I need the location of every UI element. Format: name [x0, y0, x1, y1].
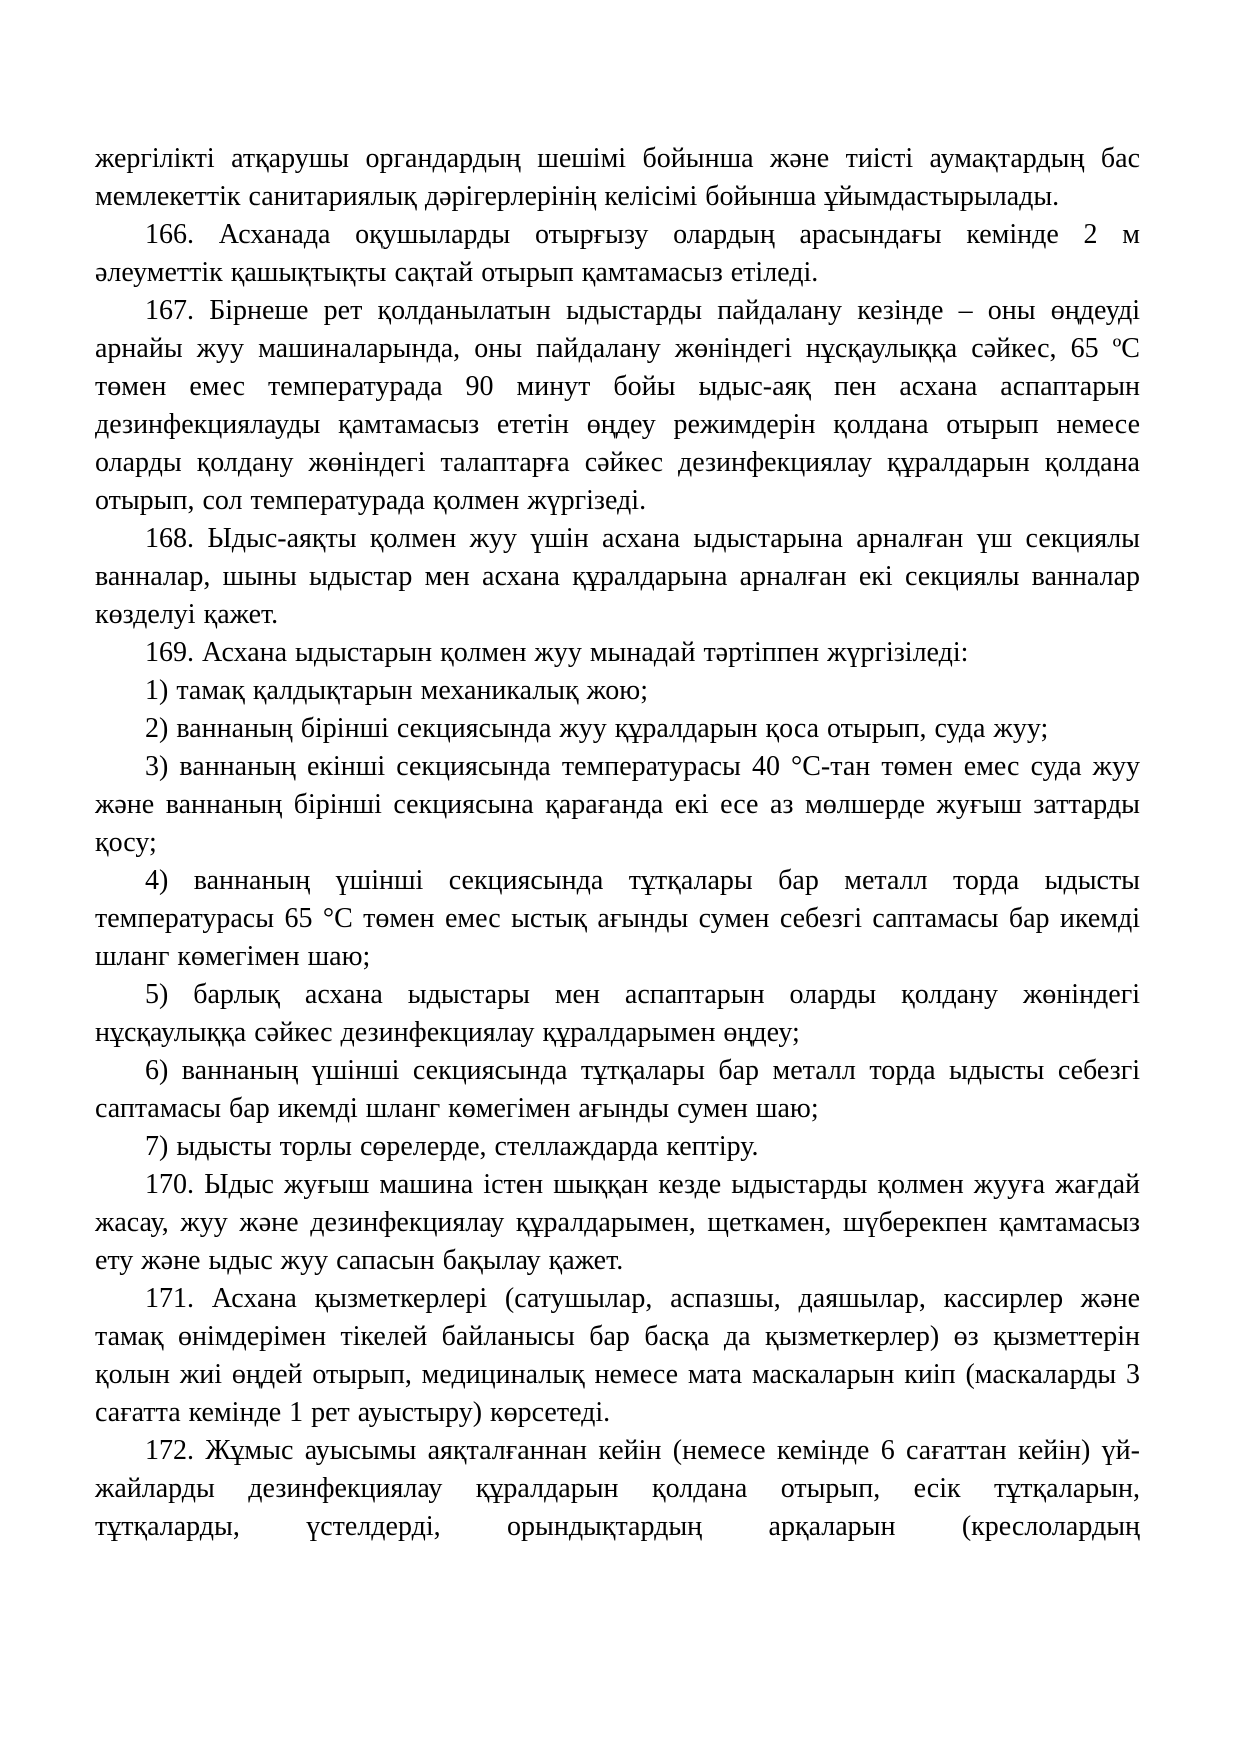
- paragraph-171: 171. Асхана қызметкерлері (сатушылар, аспазшы, даяшылар, кассирлер және тамақ өнімдерімен тікелей байланысы бар басқа да қызметкерлер) өз қызметтерін қолын жиі өңдей отырып, медициналық немесе мата маскаларын киіп (маскаларды 3 сағатта кемінде 1 рет ауыстыру) көрсетеді.: [95, 1283, 1140, 1428]
- list-item-6: 6) ваннаның үшінші секциясында тұтқалары бар металл торда ыдысты себезгі саптамасы бар икемді шланг көмегімен ағынды сумен шаю;: [95, 1055, 1140, 1124]
- list-item-7: 7) ыдысты торлы сөрелерде, стеллаждарда кептіру.: [145, 1131, 759, 1162]
- paragraph-169: 169. Асхана ыдыстарын қолмен жуу мынадай тәртіппен жүргізіледі:: [145, 637, 969, 668]
- paragraph-170: 170. Ыдыс жуғыш машина істен шыққан кезде ыдыстарды қолмен жууға жағдай жасау, жуу және дезинфекциялау құралдарымен, щеткамен, шүберекпен қамтамасыз ету және ыдыс жуу сапасын бақылау қажет.: [95, 1169, 1140, 1276]
- paragraph-167: 167. Бірнеше рет қолданылатын ыдыстарды пайдалану кезінде – оны өңдеуді арнайы жуу машиналарында, оны пайдалану жөніндегі нұсқаулыққа сәйкес, 65 ºС төмен емес температурада 90 минут бойы ыдыс-аяқ пен асхана аспаптарын дезинфекциялауды қамтамасыз ететін өңдеу режимдерін қолдана отырып немесе оларды қолдану жөніндегі талаптарға сәйкес дезинфекциялау құралдарын қолдана отырып, сол температурада қолмен жүргізеді.: [95, 295, 1140, 516]
- list-item-4: 4) ваннаның үшінші секциясында тұтқалары бар металл торда ыдысты температурасы 65 °С төмен емес ыстық ағынды сумен себезгі саптамасы бар икемді шланг көмегімен шаю;: [95, 865, 1140, 972]
- paragraph-166: 166. Асханада оқушыларды отырғызу олардың арасындағы кемінде 2 м әлеуметтік қашықтықты сақтай отырып қамтамасыз етіледі.: [95, 219, 1140, 288]
- paragraph-165-continuation: жергілікті атқарушы органдардың шешімі бойынша және тиісті аумақтардың бас мемлекеттік санитариялық дәрігерлерінің келісімі бойынша ұйымдастырылады.: [95, 143, 1140, 212]
- list-item-3: 3) ваннаның екінші секциясында температурасы 40 °С-тан төмен емес суда жуу және ваннаның бірінші секциясына қарағанда екі есе аз мөлшерде жуғыш заттарды қосу;: [95, 751, 1140, 858]
- paragraph-172: 172. Жұмыс ауысымы аяқталғаннан кейін (немесе кемінде 6 сағаттан кейін) үй-жайларды дезинфекциялау құралдарын қолдана отырып, есік тұтқаларын, тұтқаларды, үстелдерді, орындықтардың арқаларын (креслолардың: [95, 1435, 1140, 1542]
- list-item-5: 5) барлық асхана ыдыстары мен аспаптарын оларды қолдану жөніндегі нұсқаулыққа сәйкес дезинфекциялау құралдарымен өңдеу;: [95, 979, 1140, 1048]
- list-item-2: 2) ваннаның бірінші секциясында жуу құралдарын қоса отырып, суда жуу;: [145, 713, 1049, 744]
- list-item-1: 1) тамақ қалдықтарын механикалық жою;: [145, 675, 648, 706]
- paragraph-168: 168. Ыдыс-аяқты қолмен жуу үшін асхана ыдыстарына арналған үш секциялы ванналар, шыны ыдыстар мен асхана құралдарына арналған екі секциялы ванналар көзделуі қажет.: [95, 523, 1140, 630]
